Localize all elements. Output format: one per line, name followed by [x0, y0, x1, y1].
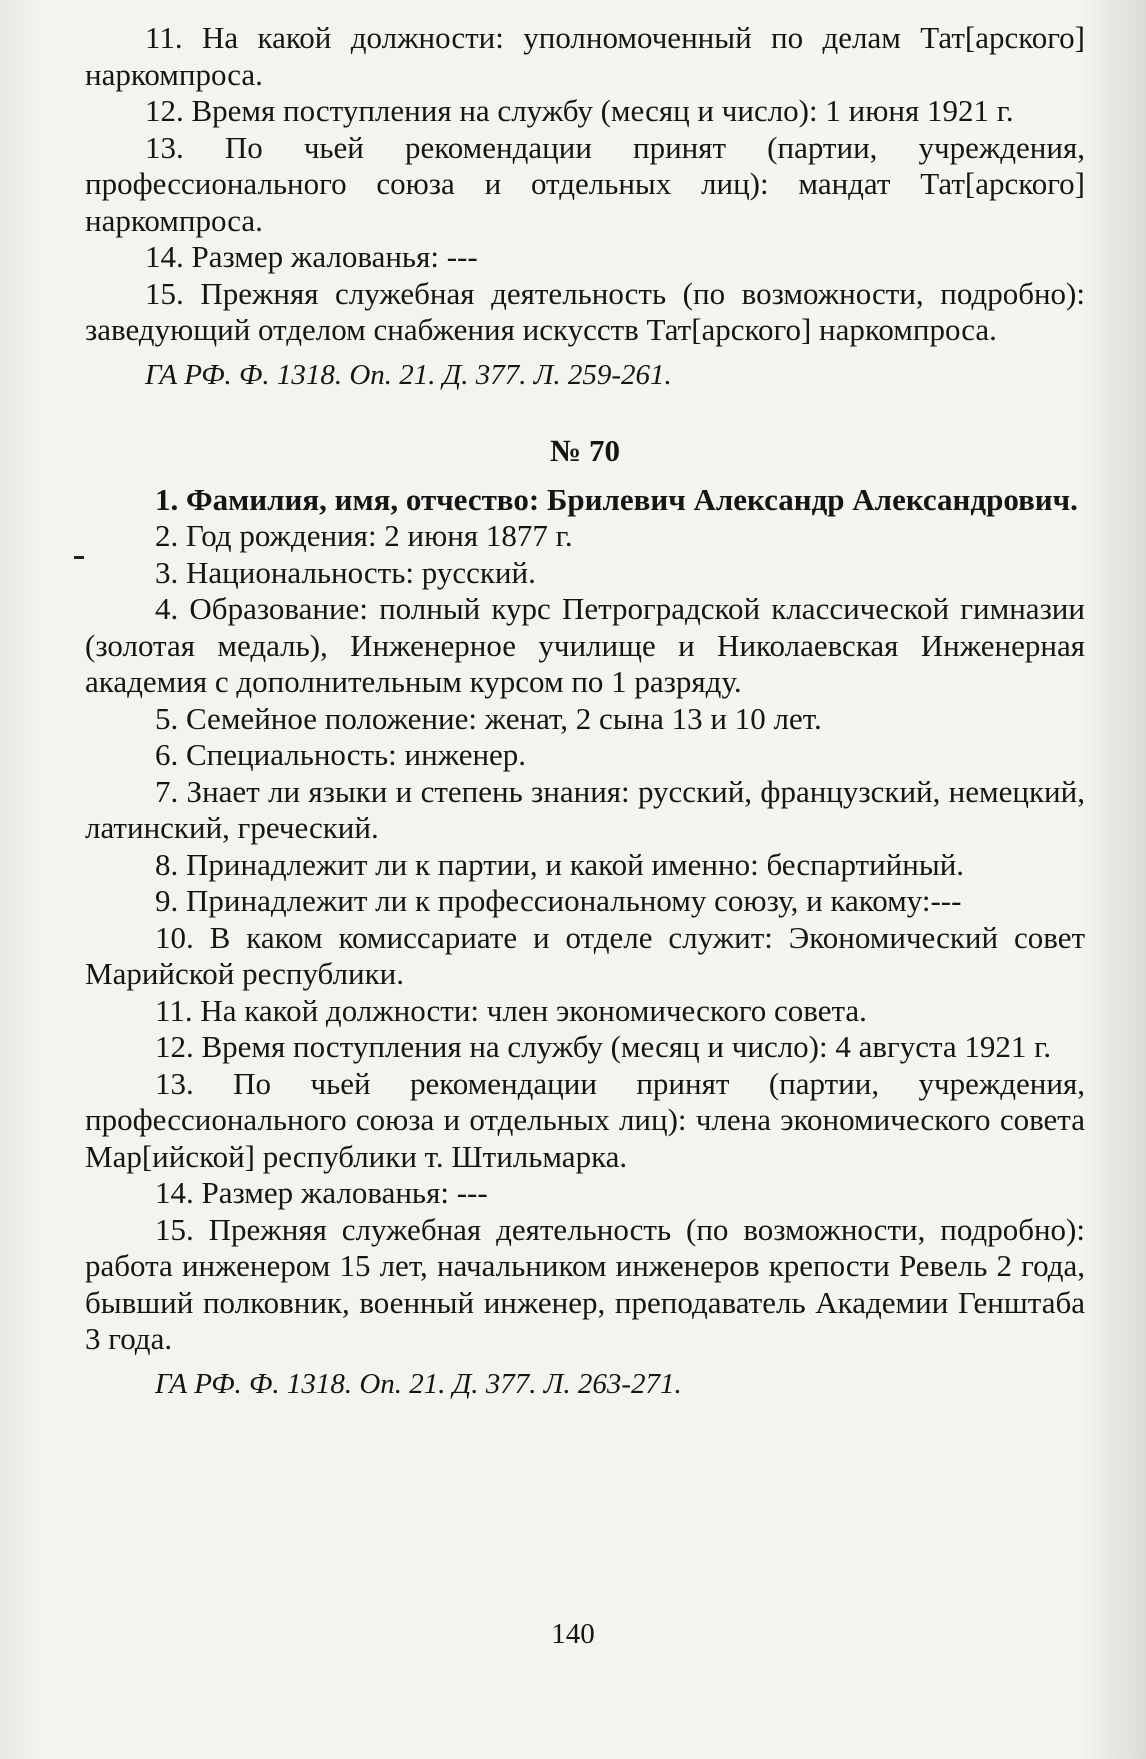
doc1-archive-citation: ГА РФ. Ф. 1318. Оп. 21. Д. 377. Л. 259-261.	[145, 358, 672, 391]
doc1-item-12: 12. Время поступления на службу (месяц и число): 1 июня 1921 г.	[145, 93, 1014, 128]
doc2-item-5-family-status: 5. Семейное положение: женат, 2 сына 13 и 10 лет.	[155, 700, 822, 736]
doc1-item-14: 14. Размер жалованья: ---	[145, 239, 478, 274]
doc2-item-11-position: 11. На какой должности: член экономического совета.	[155, 992, 867, 1028]
doc2-item-4-education: 4. Образование: полный курс Петроградской классической гимназии (золотая медаль), Инженерное училище и Николаевская Инженерная академия с дополнительным курсом по 1 разряду.	[85, 591, 1085, 699]
doc2-item-2-birth-date: 2. Год рождения: 2 июня 1877 г.	[155, 518, 573, 553]
margin-dash-mark	[74, 556, 84, 559]
doc2-item-14-salary: 14. Размер жалованья: ---	[155, 1175, 488, 1210]
page-text	[85, 20, 1085, 1402]
doc2-item-7-languages: 7. Знает ли языки и степень знания: русский, французский, немецкий, латинский, греческий.	[85, 773, 1085, 845]
doc2-item-6-specialty: 6. Специальность: инженер.	[155, 737, 527, 772]
doc2-item-10-commissariat: 10. В каком комиссариате и отделе служит: Экономический совет Марийской республики.	[85, 919, 1085, 991]
doc2-item-12-start-date: 12. Время поступления на службу (месяц и число): 4 августа 1921 г.	[155, 1029, 1052, 1064]
doc2-item-13-recommendation: 13. По чьей рекомендации принят (партии, учреждения, профессионального союза и отдельных лиц): члена экономического совета Мар[ийской] республики т. Штильмарка.	[85, 1065, 1085, 1174]
doc1-item-15: 15. Прежняя служебная деятельность (по возможности, подробно): заведующий отделом снабжения искусств Тат[арского] наркомпроса.	[85, 275, 1085, 347]
doc1-item-13: 13. По чьей рекомендации принят (партии, учреждения, профессионального союза и отдельных лиц): мандат Тат[арского] наркомпроса.	[85, 129, 1085, 238]
doc2-archive-citation: ГА РФ. Ф. 1318. Оп. 21. Д. 377. Л. 263-271.	[155, 1367, 682, 1400]
document-number-heading: № 70	[550, 433, 620, 468]
doc2-item-3-nationality: 3. Национальность: русский.	[155, 554, 536, 590]
page-number: 140	[551, 1618, 595, 1650]
doc2-item-1-full-name: 1. Фамилия, имя, отчество: Брилевич Александр Александрович.	[155, 481, 1078, 517]
doc2-item-15-previous-service: 15. Прежняя служебная деятельность (по возможности, подробно): работа инженером 15 лет, начальником инженеров крепости Ревель 2 года, бывший полковник, военный инженер, преподаватель Академии Генштаба 3 года.	[85, 1211, 1085, 1356]
doc1-item-11: 11. На какой должности: уполномоченный по делам Тат[арского] наркомпроса.	[85, 20, 1085, 92]
doc2-item-9-union: 9. Принадлежит ли к профессиональному союзу, и какому:---	[155, 883, 962, 918]
doc2-item-8-party: 8. Принадлежит ли к партии, и какой именно: беспартийный.	[155, 846, 965, 882]
